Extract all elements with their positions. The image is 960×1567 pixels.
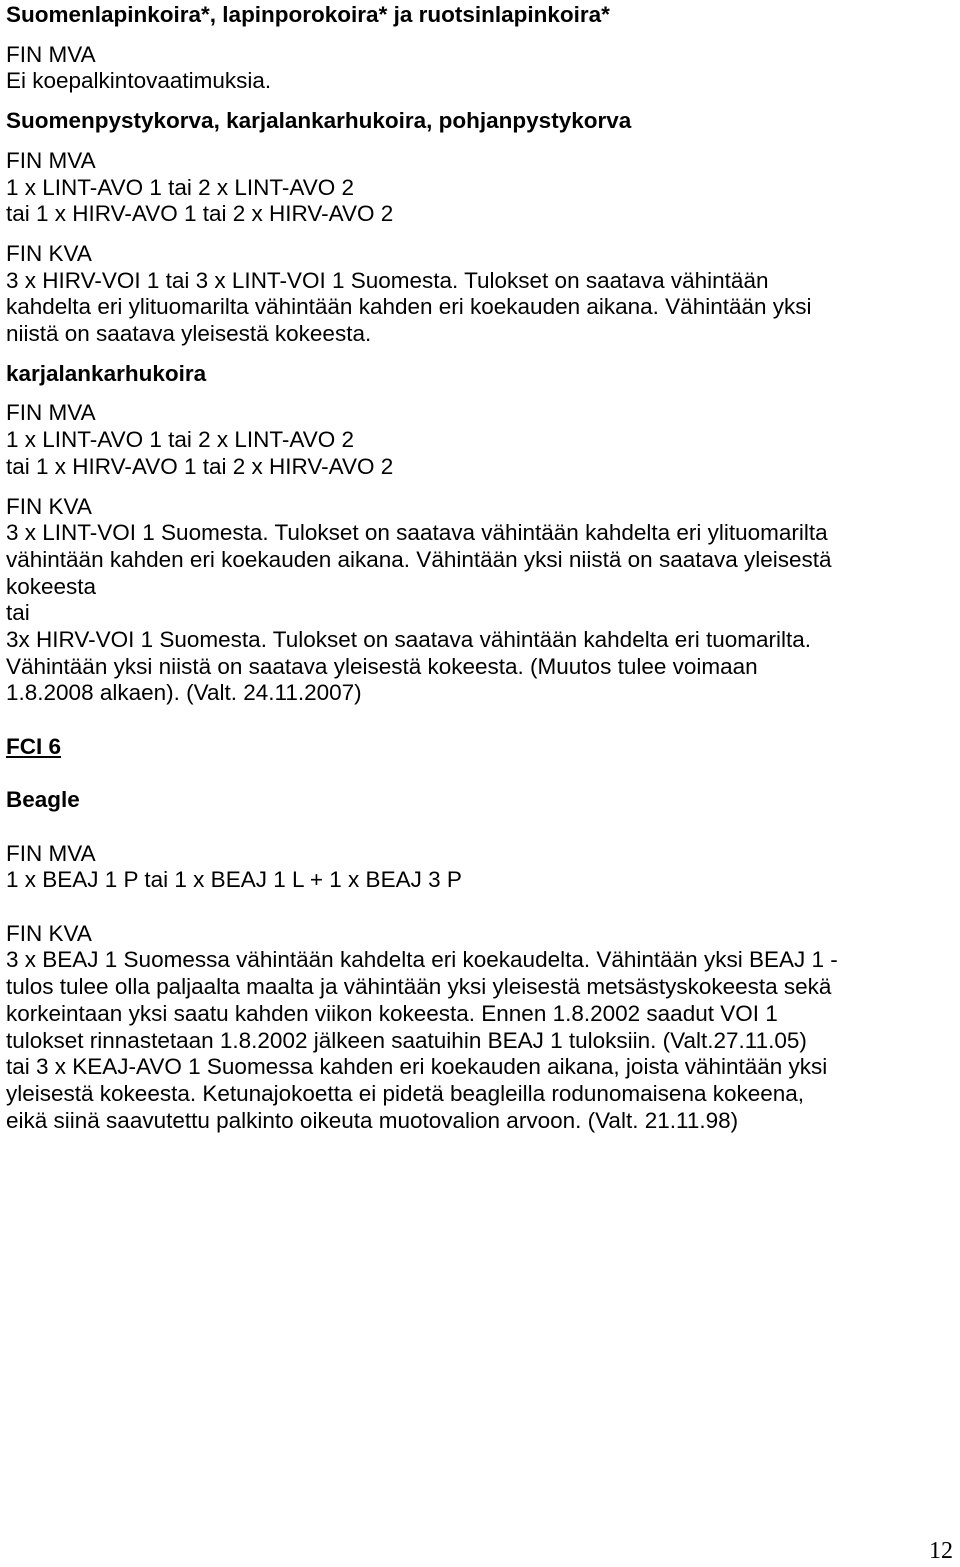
page-number: 12: [929, 1538, 953, 1564]
requirement-text: 1 x LINT-AVO 1 tai 2 x LINT-AVO 2: [6, 427, 355, 453]
requirement-text: tai: [6, 600, 30, 626]
requirement-text: tulos tulee olla paljaalta maalta ja vähintään yksi yleisestä metsästyskokeesta sekä: [6, 974, 832, 1000]
fci-group-heading: FCI 6: [6, 733, 62, 759]
requirement-text: tai 3 x KEAJ-AVO 1 Suomessa kahden eri koekauden aikana, joista vähintään yksi: [6, 1054, 828, 1080]
requirement-text: korkeintaan yksi saatu kahden viikon kokeesta. Ennen 1.8.2002 saadut VOI 1: [6, 1000, 778, 1026]
requirement-text: 1.8.2008 alkaen). (Valt. 24.11.2007): [6, 680, 362, 706]
requirement-text: 1 x LINT-AVO 1 tai 2 x LINT-AVO 2: [6, 174, 355, 200]
requirement-text: vähintään kahden eri koekauden aikana. Vähintään yksi niistä on saatava yleisestä: [6, 546, 832, 572]
breed-heading: karjalankarhukoira: [6, 360, 207, 386]
document-page: [6, 2, 951, 1134]
breed-heading: Suomenlapinkoira*, lapinporokoira* ja ruotsinlapinkoira*: [6, 2, 610, 27]
requirement-text: tai 1 x HIRV-AVO 1 tai 2 x HIRV-AVO 2: [6, 201, 394, 227]
requirement-text: 3 x LINT-VOI 1 Suomesta. Tulokset on saatava vähintään kahdelta eri ylituomarilta: [6, 520, 828, 546]
title-label-mva: FIN MVA: [6, 41, 96, 67]
requirement-text: 3 x HIRV-VOI 1 tai 3 x LINT-VOI 1 Suomesta. Tulokset on saatava vähintään: [6, 267, 769, 293]
requirement-text: Ei koepalkintovaatimuksia.: [6, 68, 272, 94]
title-label-kva: FIN KVA: [6, 493, 92, 519]
requirement-text: 1 x BEAJ 1 P tai 1 x BEAJ 1 L + 1 x BEAJ 3 P: [6, 867, 462, 893]
title-label-kva: FIN KVA: [6, 240, 92, 266]
title-label-kva: FIN KVA: [6, 920, 92, 946]
breed-heading: Beagle: [6, 787, 80, 813]
requirement-text: kokeesta: [6, 573, 97, 599]
title-label-mva: FIN MVA: [6, 147, 96, 173]
requirement-text: Vähintään yksi niistä on saatava yleisestä kokeesta. (Muutos tulee voimaan: [6, 653, 758, 679]
breed-heading: Suomenpystykorva, karjalankarhukoira, pohjanpystykorva: [6, 108, 632, 134]
requirement-text: niistä on saatava yleisestä kokeesta.: [6, 321, 372, 347]
title-label-mva: FIN MVA: [6, 400, 96, 426]
requirement-text: yleisestä kokeesta. Ketunajokoetta ei pidetä beagleilla rodunomaisena kokeena,: [6, 1080, 805, 1106]
requirement-text: 3x HIRV-VOI 1 Suomesta. Tulokset on saatava vähintään kahdelta eri tuomarilta.: [6, 627, 812, 653]
requirement-text: eikä siinä saavutettu palkinto oikeuta muotovalion arvoon. (Valt. 21.11.98): [6, 1107, 739, 1133]
title-label-mva: FIN MVA: [6, 840, 96, 866]
requirement-text: tai 1 x HIRV-AVO 1 tai 2 x HIRV-AVO 2: [6, 453, 394, 479]
requirement-text: tulokset rinnastetaan 1.8.2002 jälkeen saatuihin BEAJ 1 tuloksiin. (Valt.27.11.05): [6, 1027, 807, 1053]
requirement-text: 3 x BEAJ 1 Suomessa vähintään kahdelta eri koekaudelta. Vähintään yksi BEAJ 1 -: [6, 947, 838, 973]
requirement-text: kahdelta eri ylituomarilta vähintään kahden eri koekauden aikana. Vähintään yksi: [6, 294, 812, 320]
